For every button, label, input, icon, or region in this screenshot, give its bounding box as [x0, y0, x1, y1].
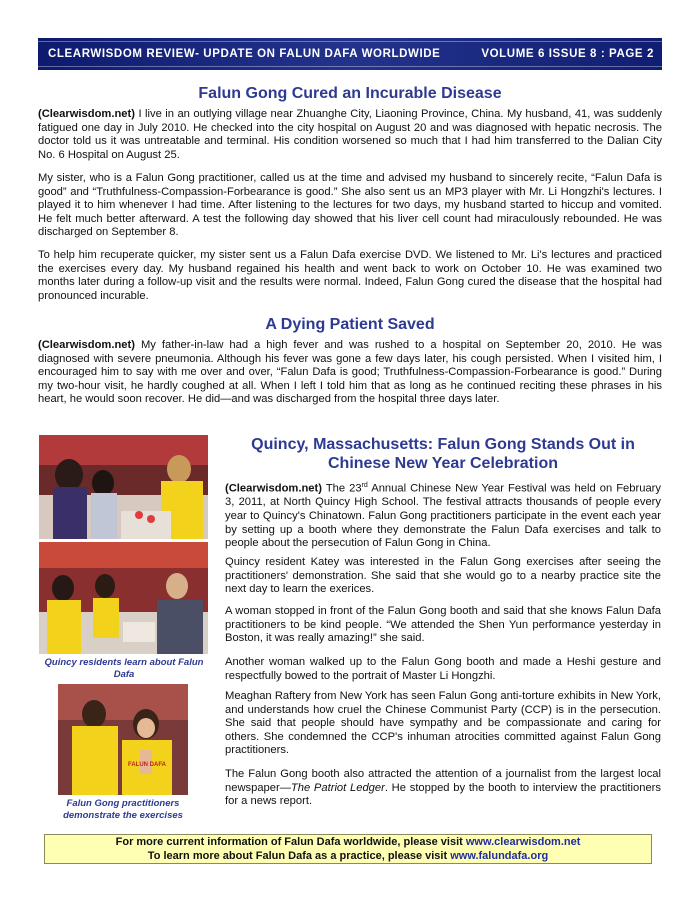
article1-paragraph-1: [38, 108, 662, 162]
article3-p6-newspaper: The Patriot Ledger: [290, 781, 385, 794]
article3-title-line2: Chinese New Year Celebration: [327, 455, 558, 472]
footer-line2-text: To learn more about Falun Dafa as a practice, please visit: [147, 849, 451, 862]
photo-exercise-demo-image: [58, 684, 188, 795]
footer-line-1: [45, 836, 651, 850]
article1-source: (Clearwisdom.net): [38, 108, 135, 120]
article2-p1-text: My father-in-law had a high fever and was rushed to a hospital on September 20, 2010. He was diagnosed with severe pneumonia. Although his fever was gone a few days later, his cough persisted. When I visited him, I encouraged him to say with me over and over, “Falun Dafa is good; Truthfulness-Compassion-Forbearance is good.” During my two-hour visit, he hardly coughed at all. When I left I told him that as long as he continued reciting these phrases in his heart, he would soon recover. He did—and was discharged from the hospital three days later.: [38, 339, 662, 406]
article3-paragraph-1: [225, 479, 661, 551]
article3-paragraph-2: Quincy resident Katey was interested in the Falun Gong exercises after seeing the practitioners' demonstration. She said that she would go to a nearby practice site the next day to learn the exerices.: [225, 556, 661, 596]
article1-paragraph-3: To help him recuperate quicker, my sister sent us a Falun Dafa exercise DVD. We listened to Mr. Li's lectures and practiced the exercises every day. My husband regained his health and went back to work on October 10. He was examined two months later during a follow-up visit and the results were normal. Indeed, Falun Gong cured the disease that the hospital had pronounced incurable.: [38, 249, 662, 302]
caption-quincy-residents: Quincy residents learn about Falun Dafa: [44, 657, 204, 680]
header-issue-page: VOLUME 6 ISSUE 8 : PAGE 2: [481, 48, 654, 60]
photo-booth-visitors-image: [39, 435, 208, 539]
article3-source: (Clearwisdom.net): [225, 482, 322, 495]
header-publication-title: CLEARWISDOM REVIEW- UPDATE ON FALUN DAFA WORLDWIDE: [48, 48, 441, 60]
shirt-print-text: FALUN DAFA: [128, 762, 166, 768]
footer-line-2: [45, 850, 651, 864]
article3-p1-text-a: The 23: [321, 482, 362, 495]
article3-title-line1: Quincy, Massachusetts: Falun Gong Stands Out in: [251, 436, 635, 453]
article1-p1-text: I live in an outlying village near Zhuanghe City, Liaoning Province, China. My husband, 41, was suddenly fatigued one day in July 2010. He checked into the city hospital on August 20 and was diagnosed with hepatic necrosis. The doctor told us it was untreatable and terminal. His condition worsened so much that I had him transferred to the Dalian City No. 6 Hospital on August 25.: [38, 108, 662, 161]
article2-source: (Clearwisdom.net): [38, 339, 135, 351]
article3-p1-sup: rd: [361, 482, 368, 489]
article3-p6-text-b: . He stopped by the booth to interview the practitioners for a news report.: [225, 781, 661, 808]
footer-box: [44, 834, 652, 864]
photo-booth-visitors: [39, 435, 208, 539]
footer-line1-text: For more current information of Falun Dafa worldwide, please visit: [115, 836, 466, 848]
clearwisdom-link[interactable]: www.clearwisdom.net: [465, 836, 581, 848]
article2-title: A Dying Patient Saved: [265, 316, 435, 333]
article1-paragraph-2: My sister, who is a Falun Gong practitioner, called us at the time and advised my husband to sincerely recite, “Falun Dafa is good” and “Truthfulness-Compassion-Forbearance is good.” She also sent us an MP3 player with Mr. Li Hongzhi's lectures. I played it to him whenever I had time. After listening to the lectures for two days, my husband started to hiccup and vomited. He felt much better afterward. A test the following day showed that his liver cell count had miraculously rebounded. He was discharged on September 8.: [38, 172, 662, 239]
article2-paragraph-1: [38, 339, 662, 407]
photo-exercise-demo: [58, 684, 188, 795]
photo-booth-conversation: [39, 542, 208, 654]
header-banner: [38, 38, 662, 70]
article3-p6-text-a: The Falun Gong booth also attracted the attention of a journalist from the largest local newspaper—: [225, 768, 661, 794]
article3-paragraph-3: A woman stopped in front of the Falun Gong booth and said that she knows Falun Dafa practitioners to be kind people. “We attended the Shen Yun performance yesterday in Boston, it was really amazing!” she said.: [225, 605, 661, 645]
photo-booth-conversation-image: [39, 542, 208, 654]
article3-paragraph-6: [225, 768, 661, 809]
article3-paragraph-4: Another woman walked up to the Falun Gong booth and made a Heshi gesture and respectfully bowed to the portrait of Master Li Hongzhi.: [225, 656, 661, 682]
article1-title: Falun Gong Cured an Incurable Disease: [198, 85, 502, 102]
article3-p1-text-b: Annual Chinese New Year Festival was held on February 3, 2011, at North Quincy High School. The festival attracts thousands of people every year to Quincy's Chinatown. Falun Gong practitioners participate in the event each year by setting up a booth where they demonstrate the Falun Dafa exercises and talk to people about the persecution of Falun Gong in China.: [225, 482, 661, 550]
caption-practitioners-demo: Falun Gong practitioners demonstrate the exercises: [63, 798, 183, 821]
article3-paragraph-5: Meaghan Raftery from New York has seen Falun Gong anti-torture exhibits in New York, and understands how cruel the Chinese Communist Party (CCP) is in the persecution. She said that people should have sympathy and be compassionate and caring for others. She condemned the CCP's inhuman atrocities committed against Falun Gong practitioners.: [225, 690, 661, 757]
falundafa-link[interactable]: www.falundafa.org: [450, 849, 549, 862]
